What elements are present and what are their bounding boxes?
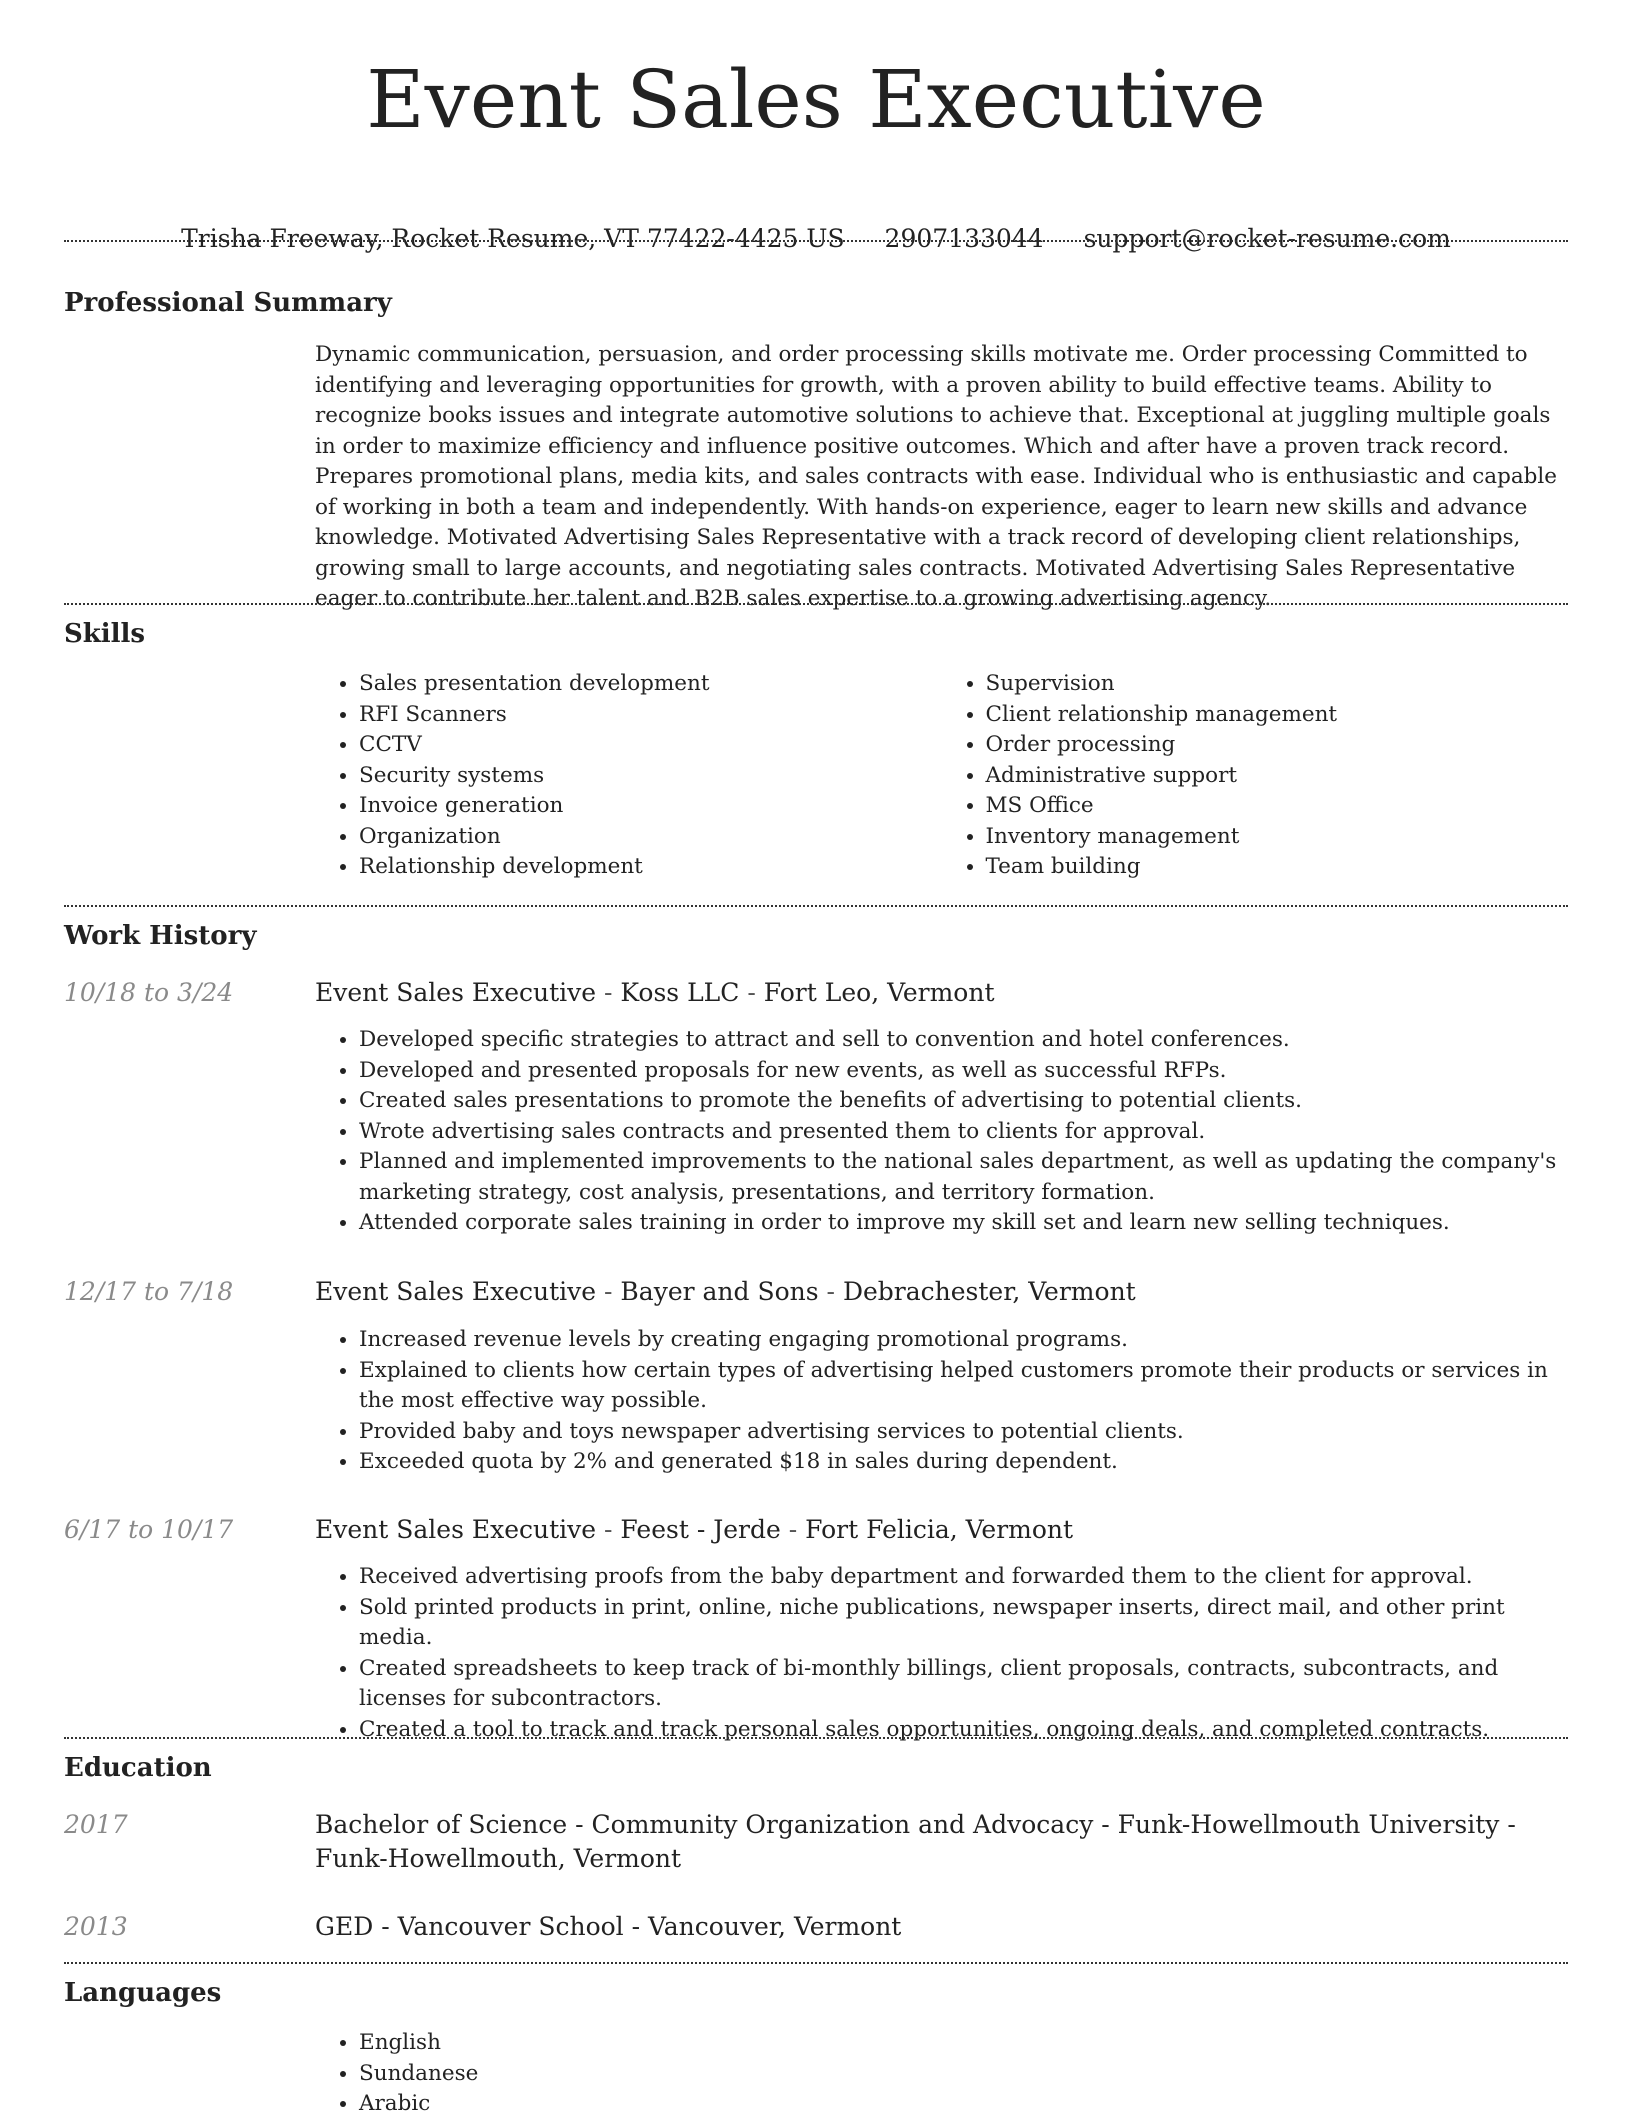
summary-text: Dynamic communication, persuasion, and order processing skills motivate me. Order processing Committed to identifying and leveraging opportunities for growth, with a proven ability to build effective teams. Ability to recognize books issues and integrate automotive solutions to achieve that. Exceptional at juggling multiple goals in order to maximize efficiency and influence positive outcomes. Which and after have a proven track record. Prepares promotional plans, media kits, and sales contracts with ease. Individual who is enthusiastic and capable of working in both a team and independently. With hands-on experience, eager to learn new skills and advance knowledge. Motivated Advertising Sales Representative with a track record of developing client relationships, growing small to large accounts, and negotiating sales contracts. Motivated Advertising Sales Representative eager to contribute her talent and B2B sales expertise to a growing advertising agency. <box>315 342 1558 611</box>
section-divider <box>64 240 1568 242</box>
job-heading: Event Sales Executive - Koss LLC - Fort Leo, Vermont <box>315 978 995 1007</box>
section-divider <box>64 1737 1568 1739</box>
contact-phone: 2907133044 <box>884 224 1044 253</box>
job-bullet: • Provided baby and toys newspaper advertising services to potential clients. <box>359 1417 1568 1448</box>
job-bullet: • Developed and presented proposals for new events, as well as successful RFPs. <box>359 1056 1568 1087</box>
skills-section <box>64 603 1568 879</box>
job-bullet: • Developed specific strategies to attract and sell to convention and hotel conferences. <box>359 1025 1568 1056</box>
education-year: 2013 <box>64 1912 128 1941</box>
job-location: Fort Felicia, Vermont <box>805 1515 1074 1544</box>
job-role: Event Sales Executive <box>315 1515 597 1544</box>
skill-item: • Administrative support <box>986 761 1569 792</box>
skills-heading: Skills <box>64 619 146 649</box>
job-bullets <box>315 1025 1568 1239</box>
summary-heading: Professional Summary <box>64 288 392 318</box>
skill-item: • Invoice generation <box>359 791 942 822</box>
skills-column-left <box>315 669 942 883</box>
language-item: • Arabic <box>359 2089 1568 2120</box>
skill-item: • Sales presentation development <box>359 669 942 700</box>
work-heading: Work History <box>64 921 257 951</box>
language-item: • Sundanese <box>359 2059 1568 2090</box>
skill-item: • Supervision <box>986 669 1569 700</box>
job-bullet: • Attended corporate sales training in order to improve my skill set and learn new selling techniques. <box>359 1208 1568 1239</box>
job-company: Koss LLC <box>620 978 740 1007</box>
skill-item: • RFI Scanners <box>359 700 942 731</box>
education-year: 2017 <box>64 1810 128 1839</box>
job-dates: 6/17 to 10/17 <box>64 1515 234 1544</box>
section-divider <box>64 1962 1568 1964</box>
work-section <box>64 905 1568 1742</box>
languages-list <box>315 2028 1568 2120</box>
education-text: GED - Vancouver School - Vancouver, Vermont <box>315 1912 902 1941</box>
skill-item: • MS Office <box>986 791 1569 822</box>
skill-item: • Security systems <box>359 761 942 792</box>
job-dates: 10/18 to 3/24 <box>64 978 234 1007</box>
contact-email: support@rocket-resume.com <box>1083 224 1451 253</box>
job-bullet: • Planned and implemented improvements to the national sales department, as well as updating the company's marketing strategy, cost analysis, presentations, and territory formation. <box>359 1147 1568 1208</box>
job-location: Fort Leo, Vermont <box>763 978 995 1007</box>
job-role: Event Sales Executive <box>315 978 597 1007</box>
job-role: Event Sales Executive <box>315 1277 597 1306</box>
job-bullets <box>315 1325 1568 1478</box>
job-bullet: • Sold printed products in print, online, niche publications, newspaper inserts, direct mail, and other print media. <box>359 1593 1568 1654</box>
skill-item: • Relationship development <box>359 852 942 883</box>
job-bullet: • Exceeded quota by 2% and generated $18 in sales during dependent. <box>359 1447 1568 1478</box>
education-section <box>64 1737 1568 1941</box>
job-heading: Event Sales Executive - Feest - Jerde - Fort Felicia, Vermont <box>315 1515 1074 1544</box>
skills-list <box>315 669 1568 883</box>
job-location: Debrachester, Vermont <box>842 1277 1136 1306</box>
job-heading: Event Sales Executive - Bayer and Sons - Debrachester, Vermont <box>315 1277 1136 1306</box>
job-bullet: • Wrote advertising sales contracts and presented them to clients for approval. <box>359 1117 1568 1148</box>
skill-item: • CCTV <box>359 730 942 761</box>
resume-title: Event Sales Executive <box>366 53 1266 146</box>
skill-item: • Team building <box>986 852 1569 883</box>
job-dates: 12/17 to 7/18 <box>64 1277 234 1306</box>
languages-section <box>64 1962 1568 2116</box>
contact-address: Trisha Freeway, Rocket Resume, VT 77422-4425 US <box>181 224 845 253</box>
job-bullet: • Created spreadsheets to keep track of bi-monthly billings, client proposals, contracts, subcontracts, and licenses for subcontractors. <box>359 1654 1568 1715</box>
skill-item: • Inventory management <box>986 822 1569 853</box>
summary-section <box>64 240 1568 611</box>
skill-item: • Organization <box>359 822 942 853</box>
skill-item: • Client relationship management <box>986 700 1569 731</box>
job-bullet: • Created sales presentations to promote the benefits of advertising to potential clients. <box>359 1086 1568 1117</box>
skill-item: • Order processing <box>986 730 1569 761</box>
job-bullet: • Received advertising proofs from the baby department and forwarded them to the client for approval. <box>359 1562 1568 1593</box>
language-item: • English <box>359 2028 1568 2059</box>
education-heading: Education <box>64 1753 212 1783</box>
languages-heading: Languages <box>64 1978 222 2008</box>
section-divider <box>64 603 1568 605</box>
job-bullets <box>315 1562 1568 1745</box>
job-company: Bayer and Sons <box>620 1277 819 1306</box>
job-company: Feest - Jerde <box>620 1515 781 1544</box>
job-bullet: • Increased revenue levels by creating engaging promotional programs. <box>359 1325 1568 1356</box>
education-text: Bachelor of Science - Community Organization and Advocacy - Funk-Howellmouth University - Funk-Howellmouth, Vermont <box>315 1810 1516 1873</box>
section-divider <box>64 905 1568 907</box>
job-bullet: • Created a tool to track and track personal sales opportunities, ongoing deals, and completed contracts. <box>359 1715 1568 1746</box>
skills-column-right <box>942 669 1569 883</box>
job-bullet: • Explained to clients how certain types of advertising helped customers promote their products or services in the most effective way possible. <box>359 1356 1568 1417</box>
